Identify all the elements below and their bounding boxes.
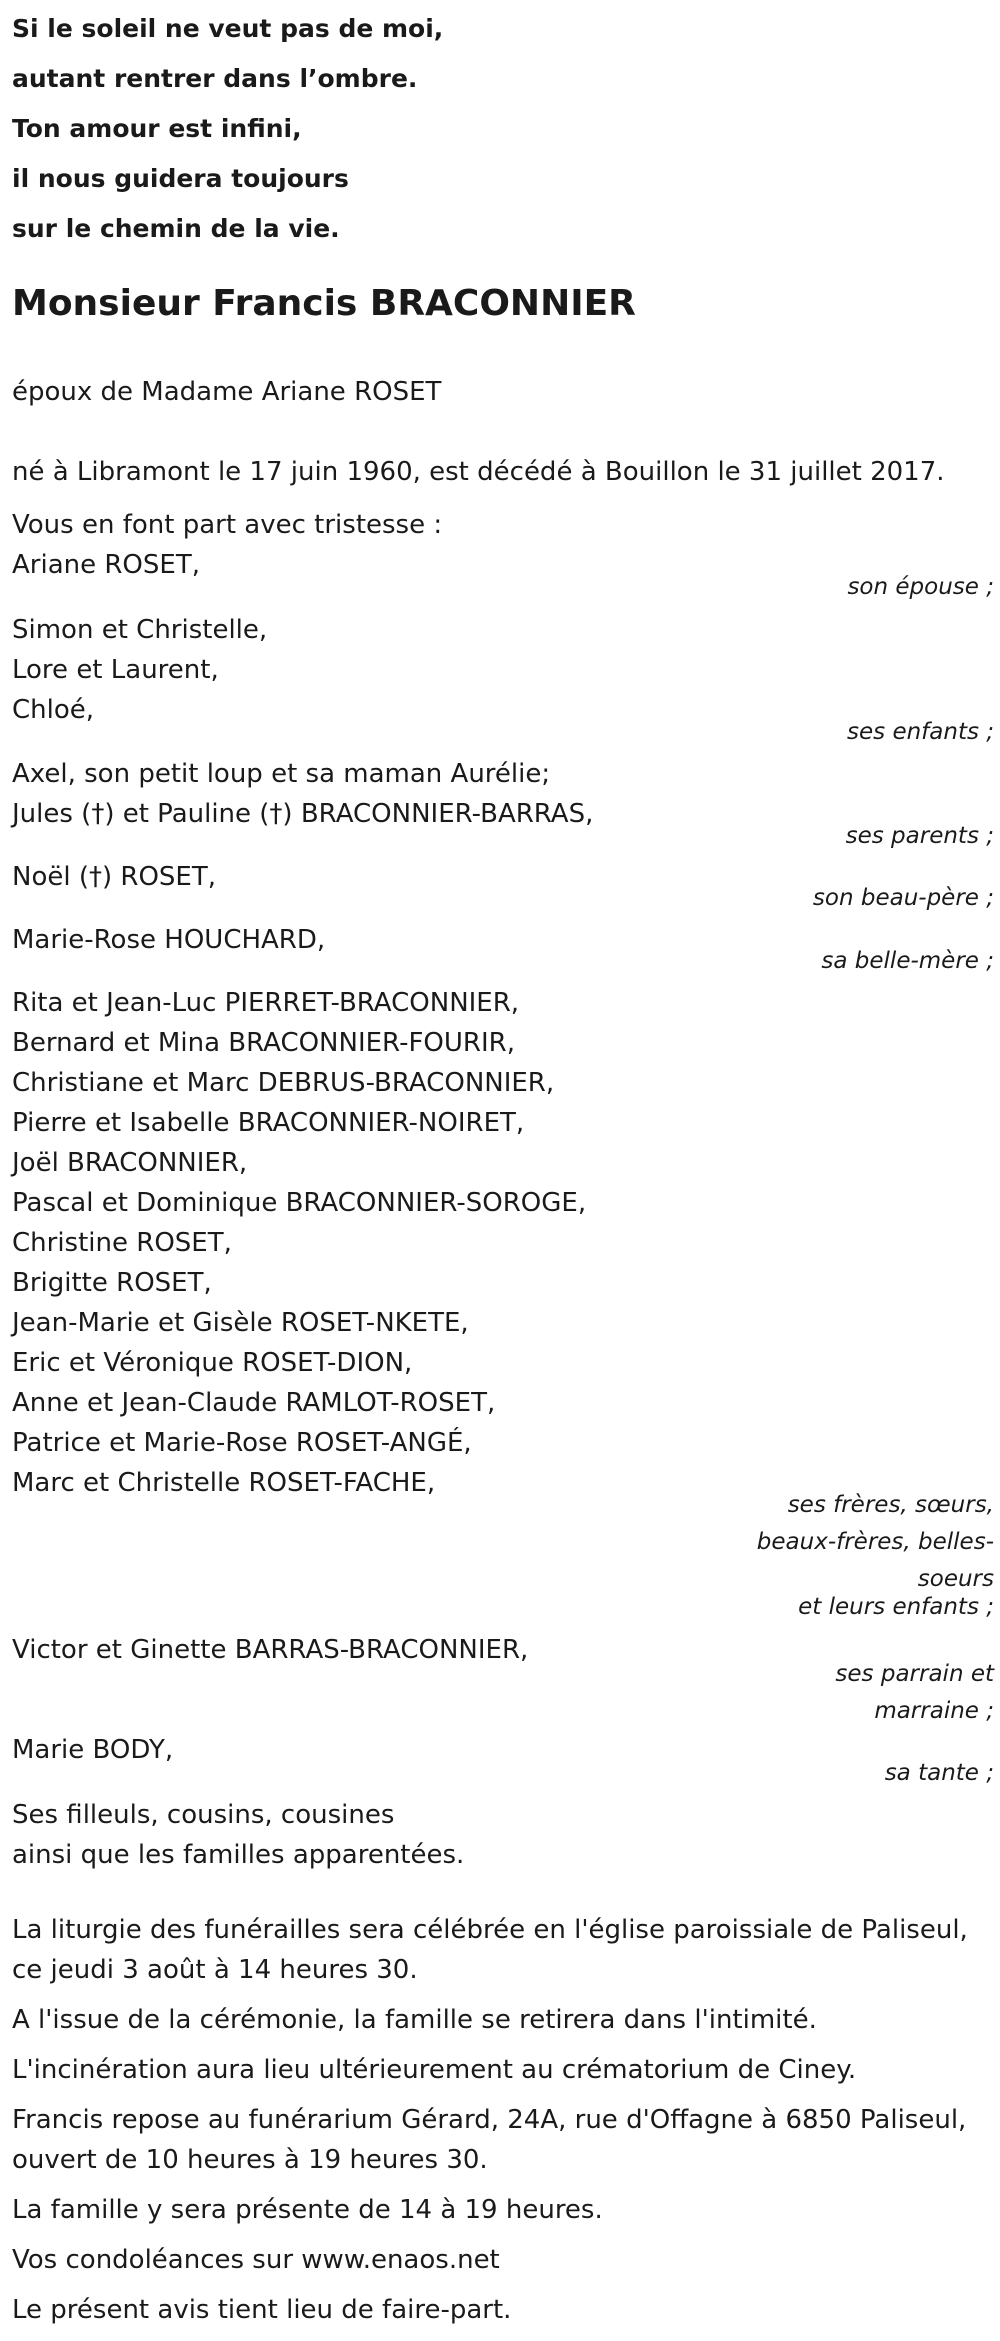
child-name: Chloé, — [12, 695, 95, 725]
intro-line: Vous en font part avec tristesse : — [12, 510, 443, 540]
presence-line: La famille y sera présente de 14 à 19 heures. — [12, 2195, 603, 2225]
sibling-name: Brigitte ROSET, — [12, 1268, 212, 1298]
mother-in-law-role: sa belle-mère ; — [821, 948, 994, 974]
funeral-line: La liturgie des funérailles sera célébrée en l'église paroissiale de Paliseul, — [12, 1915, 968, 1945]
ceremony-line: A l'issue de la cérémonie, la famille se retirera dans l'intimité. — [12, 2005, 817, 2035]
sibling-name: Eric et Véronique ROSET-DION, — [12, 1348, 413, 1378]
siblings-role: beaux-frères, belles- — [756, 1529, 994, 1555]
siblings-role: et leurs enfants ; — [798, 1594, 994, 1620]
spouse-line: époux de Madame Ariane ROSET — [12, 377, 442, 407]
funeral-line: ce jeudi 3 août à 14 heures 30. — [12, 1955, 418, 1985]
godparents-role: ses parrain et — [835, 1661, 994, 1687]
children-role: ses enfants ; — [847, 719, 994, 745]
parents-name: Jules (†) et Pauline (†) BRACONNIER-BARRAS, — [12, 799, 594, 829]
sibling-name: Pascal et Dominique BRACONNIER-SOROGE, — [12, 1188, 587, 1218]
sibling-name: Rita et Jean-Luc PIERRET-BRACONNIER, — [12, 988, 520, 1018]
sibling-name: Bernard et Mina BRACONNIER-FOURIR, — [12, 1028, 515, 1058]
child-name: Lore et Laurent, — [12, 655, 219, 685]
father-in-law-name: Noël (†) ROSET, — [12, 862, 217, 892]
godparents-name: Victor et Ginette BARRAS-BRACONNIER, — [12, 1635, 529, 1665]
poem-line: il nous guidera toujours — [12, 164, 349, 193]
poem-line: Si le soleil ne veut pas de moi, — [12, 14, 444, 43]
parents-role: ses parents ; — [845, 823, 994, 849]
sibling-name: Pierre et Isabelle BRACONNIER-NOIRET, — [12, 1108, 525, 1138]
child-name: Simon et Christelle, — [12, 615, 268, 645]
notice-line: Le présent avis tient lieu de faire-part. — [12, 2295, 512, 2325]
sibling-name: Patrice et Marie-Rose ROSET-ANGÉ, — [12, 1428, 472, 1458]
mother-in-law-name: Marie-Rose HOUCHARD, — [12, 925, 326, 955]
sibling-name: Jean-Marie et Gisèle ROSET-NKETE, — [12, 1308, 469, 1338]
birth-death-line: né à Libramont le 17 juin 1960, est décédé à Bouillon le 31 juillet 2017. — [12, 457, 945, 487]
aunt-name: Marie BODY, — [12, 1735, 174, 1765]
spouse-role: son épouse ; — [847, 574, 994, 600]
others-line: Ses filleuls, cousins, cousines — [12, 1800, 395, 1830]
grandchild-line: Axel, son petit loup et sa maman Aurélie; — [12, 759, 551, 789]
poem-line: Ton amour est infini, — [12, 114, 302, 143]
sibling-name: Joël BRACONNIER, — [12, 1148, 248, 1178]
funeral-home-line: ouvert de 10 heures à 19 heures 30. — [12, 2145, 488, 2175]
poem-line: sur le chemin de la vie. — [12, 214, 340, 243]
spouse-name: Ariane ROSET, — [12, 550, 200, 580]
others-line: ainsi que les familles apparentées. — [12, 1840, 465, 1870]
father-in-law-role: son beau-père ; — [812, 885, 994, 911]
sibling-name: Marc et Christelle ROSET-FACHE, — [12, 1468, 436, 1498]
siblings-role: ses frères, sœurs, — [787, 1492, 994, 1518]
cremation-line: L'incinération aura lieu ultérieurement au crématorium de Ciney. — [12, 2055, 857, 2085]
godparents-role: marraine ; — [874, 1698, 994, 1724]
poem — [12, 4, 443, 254]
poem-line: autant rentrer dans l’ombre. — [12, 64, 418, 93]
sibling-name: Anne et Jean-Claude RAMLOT-ROSET, — [12, 1388, 496, 1418]
siblings-role: soeurs — [917, 1566, 994, 1592]
sibling-name: Christiane et Marc DEBRUS-BRACONNIER, — [12, 1068, 555, 1098]
aunt-role: sa tante ; — [884, 1760, 994, 1786]
deceased-name: Monsieur Francis BRACONNIER — [12, 283, 636, 324]
funeral-home-line: Francis repose au funérarium Gérard, 24A, rue d'Offagne à 6850 Paliseul, — [12, 2105, 967, 2135]
condolences-line: Vos condoléances sur www.enaos.net — [12, 2245, 500, 2275]
sibling-name: Christine ROSET, — [12, 1228, 232, 1258]
